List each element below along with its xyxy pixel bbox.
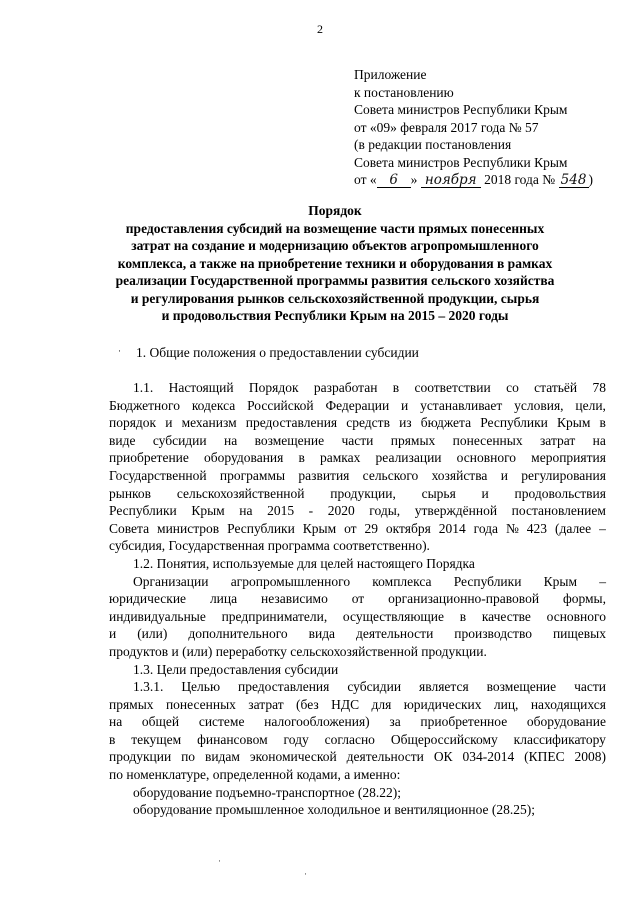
word: в xyxy=(392,380,400,395)
word: продукции xyxy=(109,749,172,765)
word: Республики xyxy=(480,415,548,431)
word: в xyxy=(298,450,305,466)
text-line xyxy=(109,520,606,538)
text-line xyxy=(109,397,606,415)
word: лиц, xyxy=(493,696,519,712)
word: по xyxy=(181,749,196,765)
handwritten-month: ноября xyxy=(421,173,481,188)
bullet-dot-icon: · xyxy=(118,346,121,356)
text-line xyxy=(109,449,606,467)
word: дополнительного xyxy=(188,626,288,642)
word: (или) xyxy=(137,626,168,642)
text-line xyxy=(109,485,606,503)
word: экономической xyxy=(249,749,337,765)
word: 034-2014 xyxy=(462,749,515,765)
page-number: 2 xyxy=(317,22,323,36)
word: приобретение xyxy=(109,450,189,466)
word: возмещение xyxy=(486,679,557,695)
appendix-line: Совета министров Республики Крым xyxy=(354,102,568,117)
word: деятельности xyxy=(356,626,434,642)
word: Общероссийскому xyxy=(390,731,498,747)
word: условия, xyxy=(514,397,564,413)
word: осуществляющие xyxy=(342,608,445,624)
word: предоставления xyxy=(237,679,330,695)
word: системе xyxy=(198,714,245,730)
word: в xyxy=(109,731,116,747)
word: из xyxy=(399,415,412,431)
word: на xyxy=(592,432,606,448)
word: организационно-правовой xyxy=(388,591,540,607)
word: – xyxy=(599,520,606,536)
word: НДС xyxy=(331,696,360,712)
text-line xyxy=(109,748,606,766)
word: классификатору xyxy=(513,731,606,747)
scan-speck: · xyxy=(304,869,307,879)
text-line: по номенклатуре, определенной кодами, а именно: xyxy=(109,767,401,783)
word: сельскохозяйственной xyxy=(176,485,305,501)
date-suffix: ) xyxy=(588,172,594,187)
word: 423 xyxy=(526,520,548,536)
word: Республики xyxy=(109,503,177,519)
date-year: 2018 года № xyxy=(484,172,556,187)
word: годы, xyxy=(369,503,401,519)
word: Организации xyxy=(133,573,209,589)
word: Настоящий xyxy=(168,380,234,395)
word: министров xyxy=(157,520,220,536)
word: возмещение xyxy=(254,432,325,448)
word: индивидуальные xyxy=(109,608,206,624)
word: затрат xyxy=(539,432,576,448)
title-line: и продовольствия Республики Крым на 2015 – 2020 годы xyxy=(161,308,509,323)
word: затрат xyxy=(248,696,284,712)
text-line xyxy=(109,502,606,520)
word: Крым xyxy=(302,520,337,536)
word: 2014 xyxy=(438,520,466,536)
word: утверждённой xyxy=(414,503,498,519)
section-heading: 1. Общие положения о предоставлении субсидии xyxy=(136,345,419,360)
word: финансовом xyxy=(197,731,268,747)
text-line: продуктов и (или) переработку сельскохозяйственной продукции. xyxy=(109,643,487,659)
word: Федерации xyxy=(325,397,390,413)
word: 78 xyxy=(592,380,606,395)
title-line: комплекса, а также на приобретение техники и оборудования в рамках xyxy=(117,255,553,271)
word: приобретенное xyxy=(420,714,508,730)
word: Государственной xyxy=(109,467,207,483)
word: вида xyxy=(308,626,336,642)
word: разработан xyxy=(313,380,378,395)
word: оборудования xyxy=(204,450,284,466)
word: развития xyxy=(298,467,350,483)
text-line xyxy=(109,625,606,643)
word: 2008) xyxy=(574,749,606,765)
word: за xyxy=(389,714,401,730)
text-line xyxy=(109,713,606,731)
word: Целью xyxy=(181,679,221,695)
word: соответствии xyxy=(414,380,491,395)
word: предоставления xyxy=(245,415,338,431)
word: качестве xyxy=(481,608,531,624)
word: порядок xyxy=(109,415,157,431)
word: видам xyxy=(204,749,240,765)
word: понесенных xyxy=(165,696,236,712)
text-line xyxy=(109,590,606,608)
word: (КПЕС xyxy=(524,749,565,765)
word: общей xyxy=(141,714,180,730)
word: ОК xyxy=(433,749,453,765)
word: на xyxy=(239,503,253,519)
word: пищевых xyxy=(552,626,606,642)
word: и xyxy=(401,397,409,413)
text-line xyxy=(109,432,606,450)
word: бюджета xyxy=(420,415,472,431)
word: сельского xyxy=(362,467,419,483)
document-title xyxy=(100,202,570,325)
word: рамках xyxy=(320,450,361,466)
word: от xyxy=(344,520,357,536)
word: 2020 xyxy=(327,503,355,519)
body-text xyxy=(109,379,606,819)
word: прямых xyxy=(109,696,154,712)
text-line xyxy=(109,696,606,714)
word: и xyxy=(481,485,489,501)
word: Крым xyxy=(557,415,591,431)
word: комплекса xyxy=(372,573,432,589)
text-line: субсидия, Государственная программа соответственно). xyxy=(109,538,430,554)
list-item: оборудование подъемно-транспортное (28.22); xyxy=(133,784,401,800)
text-line xyxy=(109,731,606,749)
word: для xyxy=(371,696,392,712)
word: средств xyxy=(346,415,390,431)
word: года xyxy=(473,520,499,536)
word: на xyxy=(223,432,238,448)
word: в xyxy=(459,608,467,624)
word: деятельности xyxy=(346,749,424,765)
word: Крым xyxy=(543,573,578,589)
word: агропромышленного xyxy=(230,573,351,589)
word: статьёй xyxy=(534,380,578,395)
word: продукции, xyxy=(330,485,396,501)
subsection-heading: 1.3. Цели предоставления субсидии xyxy=(133,661,339,677)
word: основного xyxy=(546,608,606,624)
word: постановлением xyxy=(511,503,606,519)
text-line xyxy=(109,678,606,696)
subsection-heading: 1.2. Понятия, используемые для целей настоящего Порядка xyxy=(133,555,475,571)
word: – xyxy=(599,573,606,589)
word: и xyxy=(500,467,508,483)
date-mid: » xyxy=(410,172,418,187)
text-line xyxy=(109,379,606,397)
appendix-line: Приложение xyxy=(354,67,427,82)
word: основного xyxy=(456,450,517,466)
word: юридических xyxy=(403,696,482,712)
word: Бюджетного xyxy=(109,397,180,413)
word: в xyxy=(599,415,606,431)
word: хозяйства xyxy=(431,467,488,483)
word: Республики xyxy=(227,520,295,536)
word: части xyxy=(341,432,374,448)
word: - xyxy=(308,503,314,519)
appendix-line: (в редакции постановления xyxy=(354,137,512,152)
word: реализации xyxy=(375,450,442,466)
text-line xyxy=(109,608,606,626)
word: 29 xyxy=(364,520,378,536)
word: цели, xyxy=(575,397,606,413)
handwritten-day: 6 xyxy=(377,173,411,188)
word: и xyxy=(109,626,117,642)
text-line xyxy=(109,467,606,485)
word: налогообложения) xyxy=(264,714,370,730)
list-item: оборудование промышленное холодильное и вентиляционное (28.25); xyxy=(133,802,536,818)
word: кодекса xyxy=(191,397,236,413)
title-line: реализации Государственной программы развития сельского хозяйства xyxy=(115,273,555,288)
word: рынков xyxy=(109,485,152,501)
word: текущем xyxy=(131,731,182,747)
word: лица xyxy=(209,591,238,607)
word: субсидии xyxy=(152,432,207,448)
word: предприниматели, xyxy=(221,608,328,624)
word: является xyxy=(419,679,469,695)
text-line xyxy=(109,573,606,591)
appendix-date-line xyxy=(354,171,593,189)
word: (без xyxy=(296,696,319,712)
word: механизм xyxy=(181,415,237,431)
title-line: и регулирования рынков сельскохозяйственной продукции, сырья xyxy=(130,290,540,306)
appendix-line: к постановлению xyxy=(354,84,454,100)
word: на xyxy=(109,714,123,730)
word: и xyxy=(165,415,173,431)
word: согласно xyxy=(324,731,375,747)
handwritten-number: 548 xyxy=(559,173,589,188)
word: со xyxy=(506,380,519,395)
appendix-line: Совета министров Республики Крым xyxy=(354,154,568,170)
word: продовольствия xyxy=(514,485,606,501)
appendix-line: от «09» февраля 2017 года № 57 xyxy=(354,119,539,135)
word: 1.1. xyxy=(133,380,154,395)
word: оборудование xyxy=(526,714,606,730)
word: Республики xyxy=(453,573,522,589)
title-line: предоставления субсидий на возмещение части прямых понесенных xyxy=(125,220,545,236)
word: юридические xyxy=(109,591,187,607)
title-line: затрат на создание и модернизацию объектов агропромышленного xyxy=(131,238,539,253)
word: № xyxy=(505,520,519,536)
word: 1.3.1. xyxy=(133,679,164,695)
word: от xyxy=(351,591,365,607)
word: прямых xyxy=(390,432,436,448)
text-line xyxy=(109,414,606,432)
word: производство xyxy=(454,626,532,642)
word: 2015 xyxy=(267,503,295,519)
word: Порядок xyxy=(248,380,299,395)
word: виде xyxy=(109,432,136,448)
word: октября xyxy=(385,520,431,536)
word: Российской xyxy=(247,397,314,413)
word: программы xyxy=(219,467,286,483)
word: части xyxy=(574,679,606,695)
scan-speck: · xyxy=(218,856,221,866)
word: мероприятия xyxy=(531,450,606,466)
word: понесенных xyxy=(452,432,523,448)
word: устанавливает xyxy=(420,397,503,413)
word: субсидии xyxy=(347,679,402,695)
word: году xyxy=(283,731,309,747)
word: Крым xyxy=(191,503,225,519)
word: (далее xyxy=(554,520,592,536)
appendix-block xyxy=(354,66,593,189)
word: находящихся xyxy=(530,696,606,712)
word: регулирования xyxy=(521,467,606,483)
word: сырья xyxy=(421,485,456,501)
word: независимо xyxy=(261,591,328,607)
title-heading: Порядок xyxy=(308,203,362,218)
word: формы, xyxy=(562,591,606,607)
date-prefix: от « xyxy=(354,172,377,187)
word: Совета xyxy=(109,520,150,536)
